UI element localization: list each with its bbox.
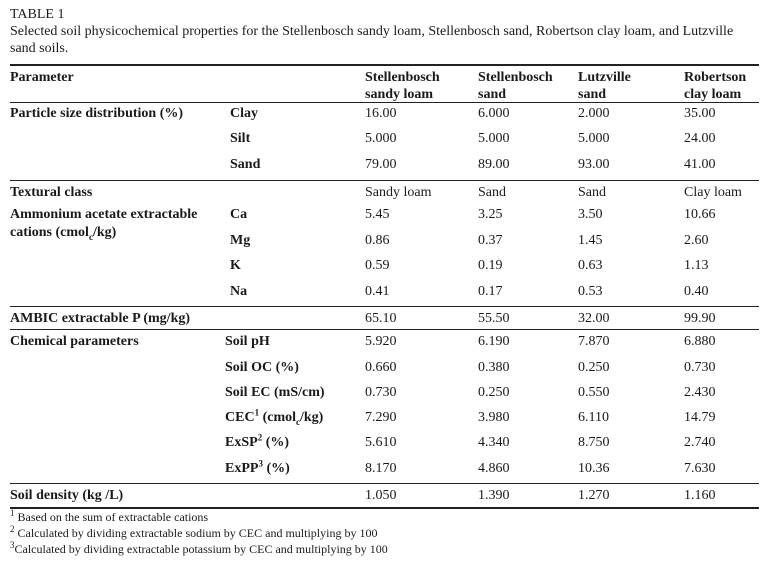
table-cell: 0.730 <box>684 360 716 375</box>
table-cell: 89.00 <box>478 157 510 172</box>
footnote-3: $^3$Calculated by dividing extractable potassium by CEC and multiplying by 100 <box>10 540 388 556</box>
table-cell: 10.36 <box>578 461 610 476</box>
table-cell: 0.86 <box>365 233 390 248</box>
density-label: Soil density (kg /L) <box>10 488 124 503</box>
header-parameter: Parameter <box>10 70 74 85</box>
ambic-label: AMBIC extractable P (mg/kg) <box>10 311 191 326</box>
table-cell: 99.90 <box>684 311 716 326</box>
table-cell: 7.630 <box>684 461 716 476</box>
table-cell: 3.25 <box>478 207 503 222</box>
cation-k: K <box>230 258 241 273</box>
chemical-label: Chemical parameters <box>10 334 139 349</box>
chem-soil-ph: Soil pH <box>225 334 270 349</box>
table-cell: 24.00 <box>684 131 716 146</box>
table-cell: Sand <box>478 185 506 200</box>
table-cell: 0.59 <box>365 258 390 273</box>
table-caption <box>10 6 760 57</box>
cations-label-line1: Ammonium acetate extractable <box>10 207 198 222</box>
table-cell: 5.920 <box>365 334 397 349</box>
table-cell: 5.000 <box>578 131 610 146</box>
bottom-rule <box>10 507 759 509</box>
table-cell: 8.170 <box>365 461 397 476</box>
table-cell: 4.860 <box>478 461 510 476</box>
cations-label-line2: cations (cmol$_c$/kg) <box>10 225 117 242</box>
table-cell: 7.870 <box>578 334 610 349</box>
table-cell: 2.000 <box>578 106 610 121</box>
chem-exsp: ExSP$^2$ (%) <box>225 432 290 450</box>
table-cell: 8.750 <box>578 435 610 450</box>
table-cell: 5.610 <box>365 435 397 450</box>
header-col4: Robertson clay loam <box>684 70 747 102</box>
table-cell: 0.550 <box>578 385 610 400</box>
table-cell: 6.190 <box>478 334 510 349</box>
table-cell: 0.37 <box>478 233 503 248</box>
table-cell: 2.430 <box>684 385 716 400</box>
table-cell: 93.00 <box>578 157 610 172</box>
table-cell: 5.45 <box>365 207 390 222</box>
table-cell: 16.00 <box>365 106 397 121</box>
table-cell: 0.380 <box>478 360 510 375</box>
table-cell: 1.050 <box>365 488 397 503</box>
table-cell: 3.980 <box>478 410 510 425</box>
table-cell: 10.66 <box>684 207 716 222</box>
table-cell: 41.00 <box>684 157 716 172</box>
footnote-1: $^1$ Based on the sum of extractable cations <box>10 508 209 524</box>
table-cell: 3.50 <box>578 207 603 222</box>
chem-cec: CEC$^1$ (cmol$_c$/kg) <box>225 407 324 427</box>
section-rule <box>10 180 759 181</box>
cation-ca: Ca <box>230 207 248 222</box>
table-caption-text: Selected soil physicochemical properties for the Stellenbosch sandy loam, Stellenbosch sand, Robertson clay loam, and Lutzville sand soils. <box>10 24 734 56</box>
table-cell: 0.41 <box>365 284 390 299</box>
table-cell: 1.45 <box>578 233 603 248</box>
table-cell: 0.19 <box>478 258 503 273</box>
table-cell: 65.10 <box>365 311 397 326</box>
psd-sub-sand: Sand <box>230 157 261 172</box>
header-col2: Stellenbosch sand <box>478 70 553 102</box>
table-cell: 0.730 <box>365 385 397 400</box>
table-cell: 0.250 <box>578 360 610 375</box>
cation-na: Na <box>230 284 248 299</box>
section-rule <box>10 483 759 484</box>
table-cell: 0.250 <box>478 385 510 400</box>
table-cell: 0.63 <box>578 258 603 273</box>
table-cell: 79.00 <box>365 157 397 172</box>
chem-soil-oc: Soil OC (%) <box>225 360 299 375</box>
header-col1: Stellenbosch sandy loam <box>365 70 440 102</box>
textural-label: Textural class <box>10 185 93 200</box>
table-cell: 5.000 <box>365 131 397 146</box>
table-label: TABLE 1 <box>10 7 65 22</box>
table-cell: 1.390 <box>478 488 510 503</box>
section-rule <box>10 329 759 330</box>
table-cell: 6.880 <box>684 334 716 349</box>
table-cell: 7.290 <box>365 410 397 425</box>
table-cell: 2.60 <box>684 233 709 248</box>
footnote-2: $^2$ Calculated by dividing extractable sodium by CEC and multiplying by 100 <box>10 524 378 540</box>
table-cell: Sandy loam <box>365 185 432 200</box>
table-cell: 35.00 <box>684 106 716 121</box>
table-cell: Clay loam <box>684 185 742 200</box>
top-rule <box>10 64 759 66</box>
table-cell: 0.660 <box>365 360 397 375</box>
chem-soil-ec: Soil EC (mS/cm) <box>225 385 325 400</box>
table-cell: 2.740 <box>684 435 716 450</box>
section-rule <box>10 306 759 307</box>
table-cell: 0.53 <box>578 284 603 299</box>
table-cell: 0.17 <box>478 284 503 299</box>
psd-sub-clay: Clay <box>230 106 258 121</box>
table-cell: 14.79 <box>684 410 716 425</box>
table-cell: 0.40 <box>684 284 709 299</box>
table-cell: 1.270 <box>578 488 610 503</box>
table-cell: 55.50 <box>478 311 510 326</box>
psd-label: Particle size distribution (%) <box>10 106 184 121</box>
table-cell: 1.160 <box>684 488 716 503</box>
table-cell: 6.000 <box>478 106 510 121</box>
table-cell: 6.110 <box>578 410 609 425</box>
table-cell: 1.13 <box>684 258 709 273</box>
chem-expp: ExPP$^3$ (%) <box>225 458 290 476</box>
table-cell: Sand <box>578 185 606 200</box>
cation-mg: Mg <box>230 233 251 248</box>
header-rule <box>10 102 759 103</box>
table-cell: 5.000 <box>478 131 510 146</box>
table-cell: 4.340 <box>478 435 510 450</box>
table-cell: 32.00 <box>578 311 610 326</box>
psd-sub-silt: Silt <box>230 131 251 146</box>
header-col3: Lutzville sand <box>578 70 631 102</box>
